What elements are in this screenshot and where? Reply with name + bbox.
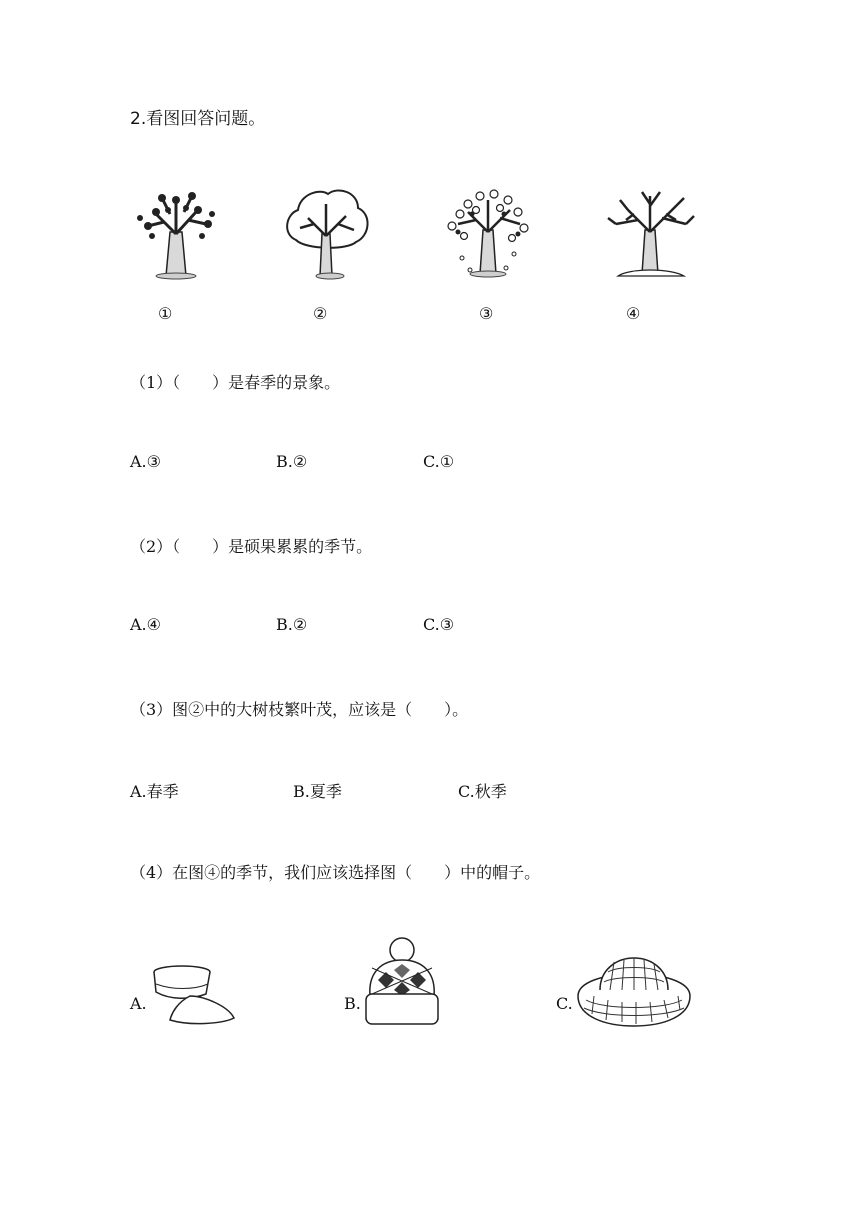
q3-option-a[interactable]: A.春季 [130,782,179,801]
q2-option-b[interactable]: B.② [276,615,308,634]
autumn-tree-icon [438,184,538,284]
tree-3-label: ③ [479,304,494,323]
q4-option-c[interactable]: C. [556,994,573,1013]
tree-2-label: ② [313,304,328,323]
q3-option-b[interactable]: B.夏季 [293,782,342,801]
tree-1-label: ① [158,304,173,323]
question-4-text: （4）在图④的季节，我们应该选择图（ ）中的帽子。 [130,863,541,882]
q4-option-b[interactable]: B. [344,994,361,1013]
knit-winter-hat-icon [362,936,442,1032]
question-2-text: （2）（ ）是硕果累累的季节。 [130,537,373,556]
q3-option-c[interactable]: C.秋季 [458,782,507,801]
summer-tree-icon [276,184,376,284]
tree-4-label: ④ [626,304,641,323]
spring-tree-icon [126,184,226,284]
question-3-text: （3）图②中的大树枝繁叶茂，应该是（ ）。 [130,700,469,719]
q2-option-c[interactable]: C.③ [423,615,455,634]
q4-option-a[interactable]: A. [130,994,147,1013]
visor-cap-icon [150,962,238,1028]
q2-option-a[interactable]: A.④ [130,615,161,634]
q1-option-a[interactable]: A.③ [130,452,161,471]
question-title: 2.看图回答问题。 [130,109,266,129]
winter-tree-icon [600,184,700,284]
question-1-text: （1）（ ）是春季的景象。 [130,373,341,392]
straw-hat-icon [574,952,694,1032]
q1-option-c[interactable]: C.① [423,452,455,471]
q1-option-b[interactable]: B.② [276,452,308,471]
